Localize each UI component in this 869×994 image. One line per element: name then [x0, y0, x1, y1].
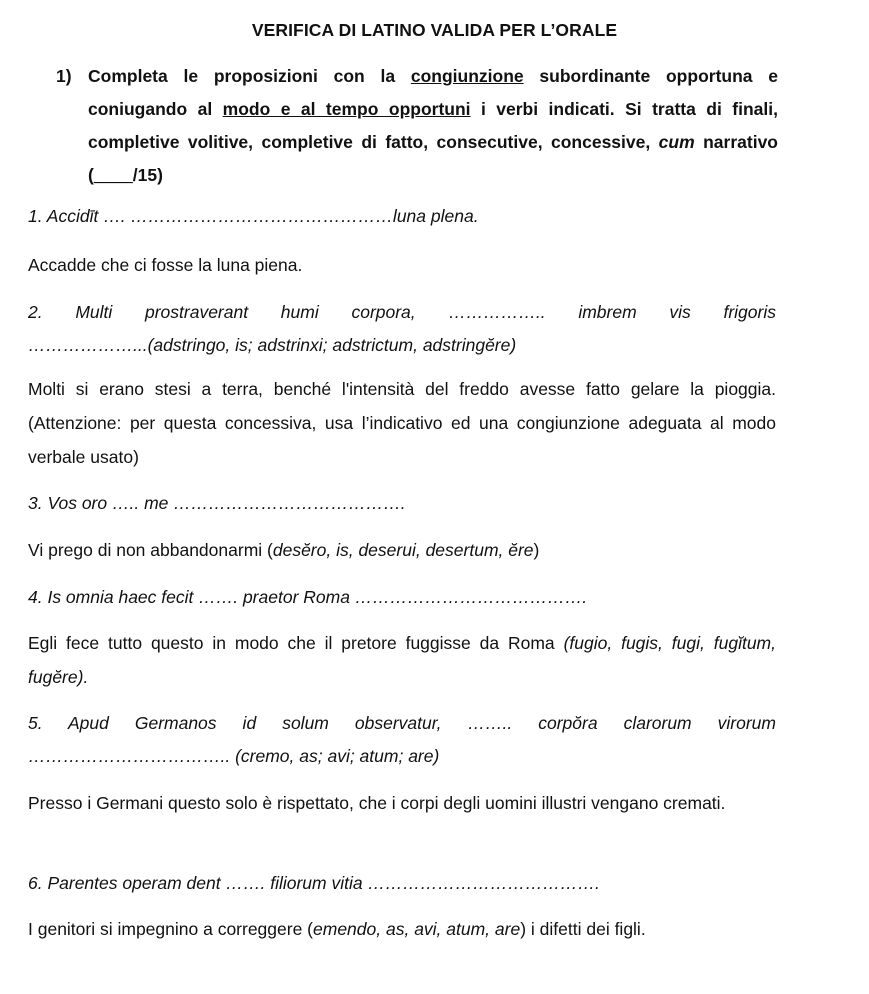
- cum-word: cum: [658, 132, 695, 152]
- underlined-congiunzione: congiunzione: [410, 66, 524, 86]
- item-4-italian: Egli fece tutto questo in modo che il pretore fuggisse da Roma (fugio, fugis, fugi, fugĭtum, fugĕre).: [28, 633, 776, 687]
- item-5-latin-line1: 5. Apud Germanos id solum observatur, …….. corpŏra clarorum virorum: [28, 713, 776, 733]
- item-3-latin: 3. Vos oro ….. me ………………………………….: [28, 493, 406, 513]
- item-4-latin: 4. Is omnia haec fecit ……. praetor Roma ………………………………….: [28, 587, 588, 607]
- item-5-latin-line2: …………………………….. (cremo, as; avi; atum; are): [28, 746, 440, 766]
- exercise-instructions: [56, 60, 778, 192]
- item-2-latin-line2: ………………...(adstringo, is; adstrinxi; adstrictum, adstringĕre): [28, 335, 517, 355]
- item-6-italian: I genitori si impegnino a correggere (emendo, as, avi, atum, are) i difetti dei figli.: [28, 919, 646, 939]
- item-3-italian: Vi prego di non abbandonarmi (desĕro, is, deserui, desertum, ĕre): [28, 540, 540, 560]
- item-2-italian: Molti si erano stesi a terra, benché l'intensità del freddo avesse fatto gelare la pioggia.(Attenzione: per questa concessiva, usa l’indicativo ed una congiunzione adeguata al modo verbale usato): [28, 379, 776, 467]
- instructions-text: Completa le proposizioni con la congiunzione subordinante opportuna e coniugando al modo e al tempo opportuni i verbi indicati. Si tratta di finali, completive volitive, completive di fatto, consecutive, concessive, cum narrativo (____/15): [88, 66, 778, 185]
- item-6-latin: 6. Parentes operam dent ……. filiorum vitia ………………………………….: [28, 873, 600, 893]
- item-2-latin-line1: 2. Multi prostraverant humi corpora, …………….. imbrem vis frigoris: [28, 302, 776, 322]
- item-1-italian: Accadde che ci fosse la luna piena.: [28, 255, 303, 275]
- score-total: /15): [132, 165, 163, 185]
- underlined-modo-tempo: modo e al tempo opportuni: [222, 99, 471, 119]
- score-blank: ____: [93, 165, 133, 185]
- item-1-latin: 1. Accidīt …. ………………………………………luna plena.: [28, 206, 479, 226]
- document-title: VERIFICA DI LATINO VALIDA PER L’ORALE: [251, 20, 618, 40]
- item-5-italian: Presso i Germani questo solo è rispettato, che i corpi degli uomini illustri vengano cremati.: [28, 793, 726, 813]
- exercise-number: 1): [56, 66, 72, 86]
